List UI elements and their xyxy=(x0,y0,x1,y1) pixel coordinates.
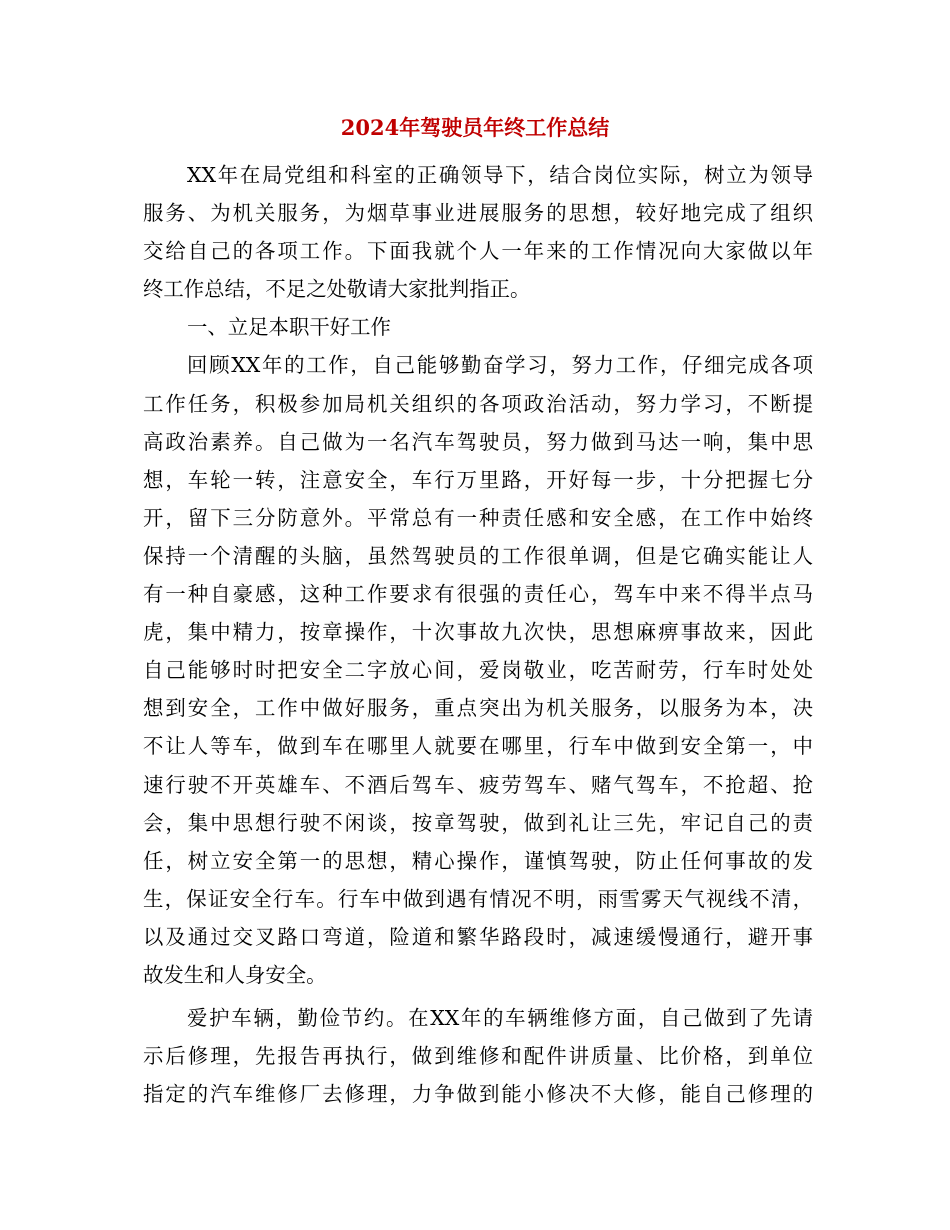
text-line: 回顾XX年的工作，自己能够勤奋学习，努力工作，仔细完成各项 xyxy=(187,353,813,378)
text-line: 保持一个清醒的头脑，虽然驾驶员的工作很单调，但是它确实能让人 xyxy=(143,543,813,568)
paragraph-intro xyxy=(143,156,813,308)
text-line: 想到安全，工作中做好服务，重点突出为机关服务，以服务为本，决 xyxy=(143,696,813,721)
paragraph-maintenance xyxy=(143,999,813,1113)
section-heading xyxy=(143,308,813,346)
document-body xyxy=(143,156,813,1113)
text-line: 终工作总结，不足之处敬请大家批判指正。 xyxy=(143,277,531,302)
text-line: 开，留下三分防意外。平常总有一种责任感和安全感，在工作中始终 xyxy=(143,505,813,530)
text-line: 想，车轮一转，注意安全，车行万里路，开好每一步，十分把握七分 xyxy=(143,467,813,492)
text-line: XX年在局党组和科室的正确领导下，结合岗位实际，树立为领导 xyxy=(187,163,813,187)
text-line: 示后修理，先报告再执行，做到维修和配件讲质量、比价格，到单位 xyxy=(143,1044,813,1069)
text-line: 生，保证安全行车。行车中做到遇有情况不明，雨雪雾天气视线不清， xyxy=(143,886,813,911)
text-line: 不让人等车，做到车在哪里人就要在哪里，行车中做到安全第一，中 xyxy=(143,734,813,759)
text-line: 以及通过交叉路口弯道，险道和繁华路段时，减速缓慢通行，避开事 xyxy=(143,924,813,949)
document-title: 2024年驾驶员年终工作总结 xyxy=(340,115,610,140)
text-line: 故发生和人身安全。 xyxy=(143,962,327,987)
text-line: 自己能够时时把安全二字放心间，爱岗敬业，吃苦耐劳，行车时处处 xyxy=(143,658,813,683)
text-line: 会，集中思想行驶不闲谈，按章驾驶，做到礼让三先，牢记自己的责 xyxy=(143,810,813,835)
text-line: 速行驶不开英雄车、不酒后驾车、疲劳驾车、赌气驾车，不抢超、抢 xyxy=(143,772,813,797)
text-line: 交给自己的各项工作。下面我就个人一年来的工作情况向大家做以年 xyxy=(143,239,813,264)
text-line: 高政治素养。自己做为一名汽车驾驶员，努力做到马达一响，集中思 xyxy=(143,429,813,454)
text-line: 任，树立安全第一的思想，精心操作，谨慎驾驶，防止任何事故的发 xyxy=(143,848,813,873)
text-line: 爱护车辆，勤俭节约。在XX年的车辆维修方面，自己做到了先请 xyxy=(187,1006,813,1031)
text-line: 指定的汽车维修厂去修理，力争做到能小修决不大修，能自己修理的 xyxy=(143,1082,813,1107)
text-line: 有一种自豪感，这种工作要求有很强的责任心，驾车中来不得半点马 xyxy=(143,582,813,607)
text-line: 工作任务，积极参加局机关组织的各项政治活动，努力学习，不断提 xyxy=(143,391,813,416)
text-line: 服务、为机关服务，为烟草事业进展服务的思想，较好地完成了组织 xyxy=(143,201,813,226)
paragraph-review xyxy=(143,346,813,994)
text-line: 虎，集中精力，按章操作，十次事故九次快，思想麻痹事故来，因此 xyxy=(143,620,813,645)
text-line: 一、立足本职干好工作 xyxy=(187,315,391,340)
